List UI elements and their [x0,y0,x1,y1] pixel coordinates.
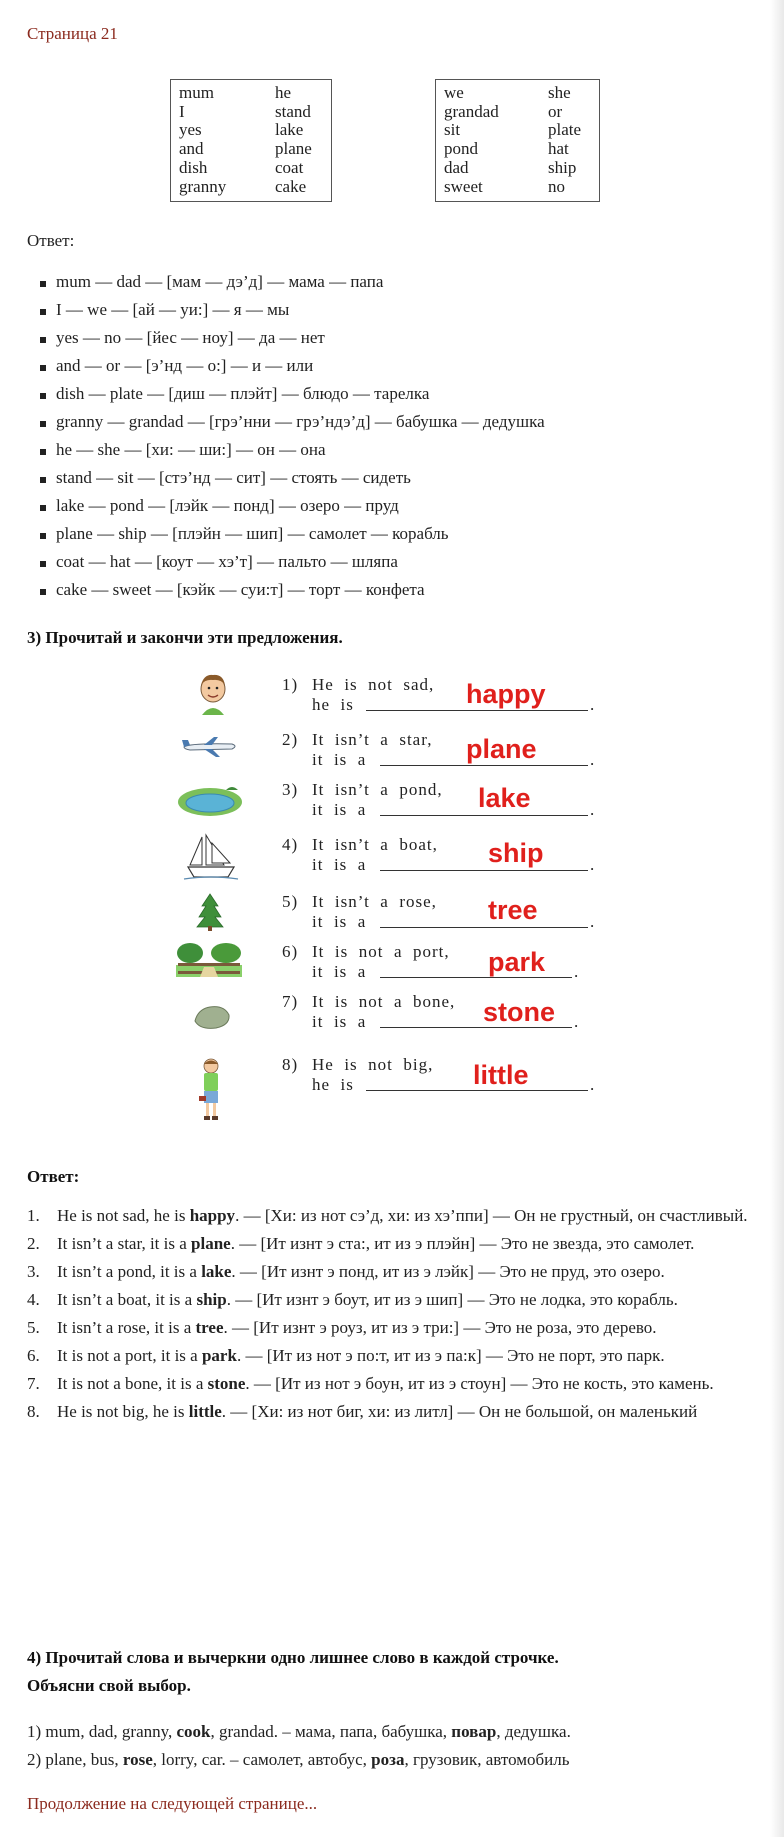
page-edge-shadow [770,0,784,1837]
answer-word: lake [201,1262,232,1281]
word: I [179,101,185,121]
answer-text: It is not a bone, it is a [57,1374,208,1393]
exercise-line2: he is [312,695,354,714]
exercise-line2: it is a [312,962,367,981]
list-item [27,1398,757,1426]
answer-blank [380,927,588,928]
item-number: 8. [27,1402,40,1421]
list-item [27,1342,757,1370]
task4-heading-line2: Объясни свой выбор. [27,1676,191,1695]
exercise-line1: It is not a bone, [312,992,456,1011]
task4-text: 1) mum, dad, granny, [27,1722,177,1741]
lake-icon [176,782,244,818]
word-box-right-col2 [548,84,581,196]
odd-word: rose [122,1750,153,1769]
answer-blank [380,765,588,766]
word: granny [179,176,227,196]
item-number: 1. [27,1206,40,1225]
boy-face-icon [196,671,230,719]
list-item: yes — no — [йес — ноу] — да — нет [56,328,325,347]
answer-text: It is not a port, it is a [57,1346,202,1365]
word: yes [179,120,202,140]
handwritten-answer: park [488,947,546,977]
word: ship [548,157,577,177]
task4-text: , дедушка. [496,1722,571,1741]
plane-icon [180,735,240,759]
exercise-line1: It is not a port, [312,942,450,961]
word-box-right [435,79,600,202]
exercise-number: 8) [282,1055,299,1074]
list-item: I — we — [ай — уи:] — я — мы [56,300,290,319]
word: or [548,101,563,121]
answer-blank [380,815,588,816]
exercise-number: 3) [282,780,299,799]
word-box-left-col1 [179,84,226,196]
word: stand [275,101,311,121]
task3-heading: 3) Прочитай и закончи эти предложения. [27,628,343,647]
word: we [444,83,464,102]
answer-text: He is not big, he is [57,1402,189,1421]
answer-word: happy [189,1206,236,1225]
period: . [590,855,595,874]
task4-heading-line1: 4) Прочитай слова и вычеркни одно лишнее слово в каждой строчке. [27,1648,559,1667]
period: . [590,800,595,819]
task4-line [27,1750,570,1770]
page-number-link[interactable]: Страница 21 [27,24,118,43]
answer-word: plane [191,1234,231,1253]
word: dish [179,157,208,177]
task4-text: , lorry, car. – самолет, автобус, [152,1750,372,1769]
answers-list [27,1202,757,1426]
exercise-number: 1) [282,675,299,694]
word: cake [275,176,307,196]
word: plane [275,139,312,159]
word: hat [548,139,569,159]
answer-translation: . — [Хи: из нот сэ’д, хи: из хэ’ппи] — Он не грустный, он счастливый. [235,1206,748,1225]
exercise-line1: It isn’t a rose, [312,892,437,911]
answer-text: It isn’t a pond, it is a [57,1262,202,1281]
answer-translation: . — [Ит изнт э боут, ит из э шип] — Это не лодка, это корабль. [226,1290,678,1309]
period: . [590,750,595,769]
list-item [27,1230,757,1258]
task4-text: 2) plane, bus, [27,1750,123,1769]
period: . [574,1012,579,1031]
item-number: 6. [27,1346,40,1365]
period: . [574,962,579,981]
list-item: lake — pond — [лэйк — понд] — озеро — пруд [56,496,399,515]
list-item [27,1370,757,1398]
list-item: dish — plate — [диш — плэйт] — блюдо — тарелка [56,384,430,403]
answer-translation: . — [Ит изнт э ста:, ит из э плэйн] — Это не звезда, это самолет. [230,1234,695,1253]
period: . [590,912,595,931]
word-box-left-col2 [275,84,312,196]
answer-text: He is not sad, he is [57,1206,190,1225]
word: lake [275,120,304,140]
exercise-number: 6) [282,942,299,961]
exercise-line1: He is not sad, [312,675,435,694]
word: sweet [444,176,483,196]
list-item [27,1258,757,1286]
answer-word: park [201,1346,237,1365]
list-item: granny — grandad — [грэ’нни — грэ’ндэ’д] — бабушка — дедушка [56,412,545,431]
exercise-image [160,665,600,1130]
item-number: 4. [27,1290,40,1309]
handwritten-answer: lake [478,783,531,813]
list-item: he — she — [хи: — ши:] — он — она [56,440,326,459]
answer-label: Ответ: [27,231,75,250]
exercise-line1: He is not big, [312,1055,434,1074]
item-number: 3. [27,1262,40,1281]
answer-translation: . — [Ит изнт э роуз, ит из э три:] — Это не роза, это дерево. [223,1318,657,1337]
list-item [27,1286,757,1314]
continue-link[interactable]: Продолжение на следующей странице... [27,1794,318,1813]
handwritten-answer: tree [488,895,538,925]
list-item: coat — hat — [коут — хэ’т] — пальто — шляпа [56,552,398,571]
answer-word: little [188,1402,222,1421]
word: pond [444,139,478,159]
word: mum [179,83,214,102]
answer-blank [380,870,588,871]
handwritten-answer: happy [466,679,546,709]
task4-text: , грузовик, автомобиль [404,1750,570,1769]
answer-word: tree [195,1318,224,1337]
word: sit [444,120,461,140]
list-item: mum — dad — [мам — дэ’д] — мама — папа [56,272,384,291]
exercise-line1: It isn’t a pond, [312,780,443,799]
exercise-line2: it is a [312,912,367,931]
answer-blank [366,710,588,711]
list-item: and — or — [э’нд — о:] — и — или [56,356,314,375]
list-item [27,1202,757,1230]
answer-translation: . — [Ит из нот э по:т, ит из э па:к] — Это не порт, это парк. [236,1346,665,1365]
task4-text: , grandad. – мама, папа, бабушка, [210,1722,452,1741]
boy-icon [196,1058,226,1122]
list-item [27,1314,757,1342]
item-number: 5. [27,1318,40,1337]
exercise-line2: it is a [312,750,367,769]
answer-text: It isn’t a boat, it is a [57,1290,197,1309]
handwritten-answer: ship [488,838,544,868]
word: he [275,83,292,102]
odd-word: cook [176,1722,211,1741]
exercise-number: 4) [282,835,299,854]
item-number: 7. [27,1374,40,1393]
park-icon [174,941,244,981]
answer-text: It isn’t a rose, it is a [57,1318,196,1337]
word: grandad [444,101,499,121]
exercise-line2: it is a [312,855,367,874]
word: coat [275,157,304,177]
item-number: 2. [27,1234,40,1253]
word: she [548,83,571,102]
list-item: cake — sweet — [кэйк — суи:т] — торт — конфета [56,580,425,599]
word-box-right-col1 [444,84,499,196]
word-box-left [170,79,332,202]
handwritten-answer: little [473,1060,529,1090]
stone-icon [192,1003,232,1031]
handwritten-answer: plane [466,734,537,764]
exercise-line1: It isn’t a boat, [312,835,438,854]
exercise-number: 2) [282,730,299,749]
odd-word-translation: повар [451,1722,497,1741]
odd-word-translation: роза [371,1750,405,1769]
exercise-line1: It isn’t a star, [312,730,433,749]
exercise-number: 7) [282,992,299,1011]
handwritten-answer: stone [483,997,556,1027]
list-item: plane — ship — [плэйн — шип] — самолет — корабль [56,524,449,543]
answer-translation: . — [Хи: из нот биг, хи: из литл] — Он не большой, он маленький [221,1402,698,1421]
tree-icon [196,892,224,932]
answer-translation: . — [Ит изнт э понд, ит из э лэйк] — Это не пруд, это озеро. [231,1262,665,1281]
task4-line [27,1722,571,1742]
word: no [548,176,565,196]
answer-label-2: Ответ: [27,1167,80,1186]
exercise-line2: it is a [312,1012,367,1031]
word: plate [548,120,582,140]
word: dad [444,157,469,177]
answer-text: It isn’t a star, it is a [57,1234,192,1253]
exercise-line2: it is a [312,800,367,819]
answer-word: stone [207,1374,246,1393]
exercise-number: 5) [282,892,299,911]
answer-word: ship [196,1290,227,1309]
word: and [179,139,204,159]
period: . [590,1075,595,1094]
answer-translation: . — [Ит из нот э боун, ит из э стоун] — Это не кость, это камень. [245,1374,714,1393]
list-item: stand — sit — [стэ’нд — сит] — стоять — сидеть [56,468,411,487]
exercise-line2: he is [312,1075,354,1094]
period: . [590,695,595,714]
ship-icon [182,833,240,881]
